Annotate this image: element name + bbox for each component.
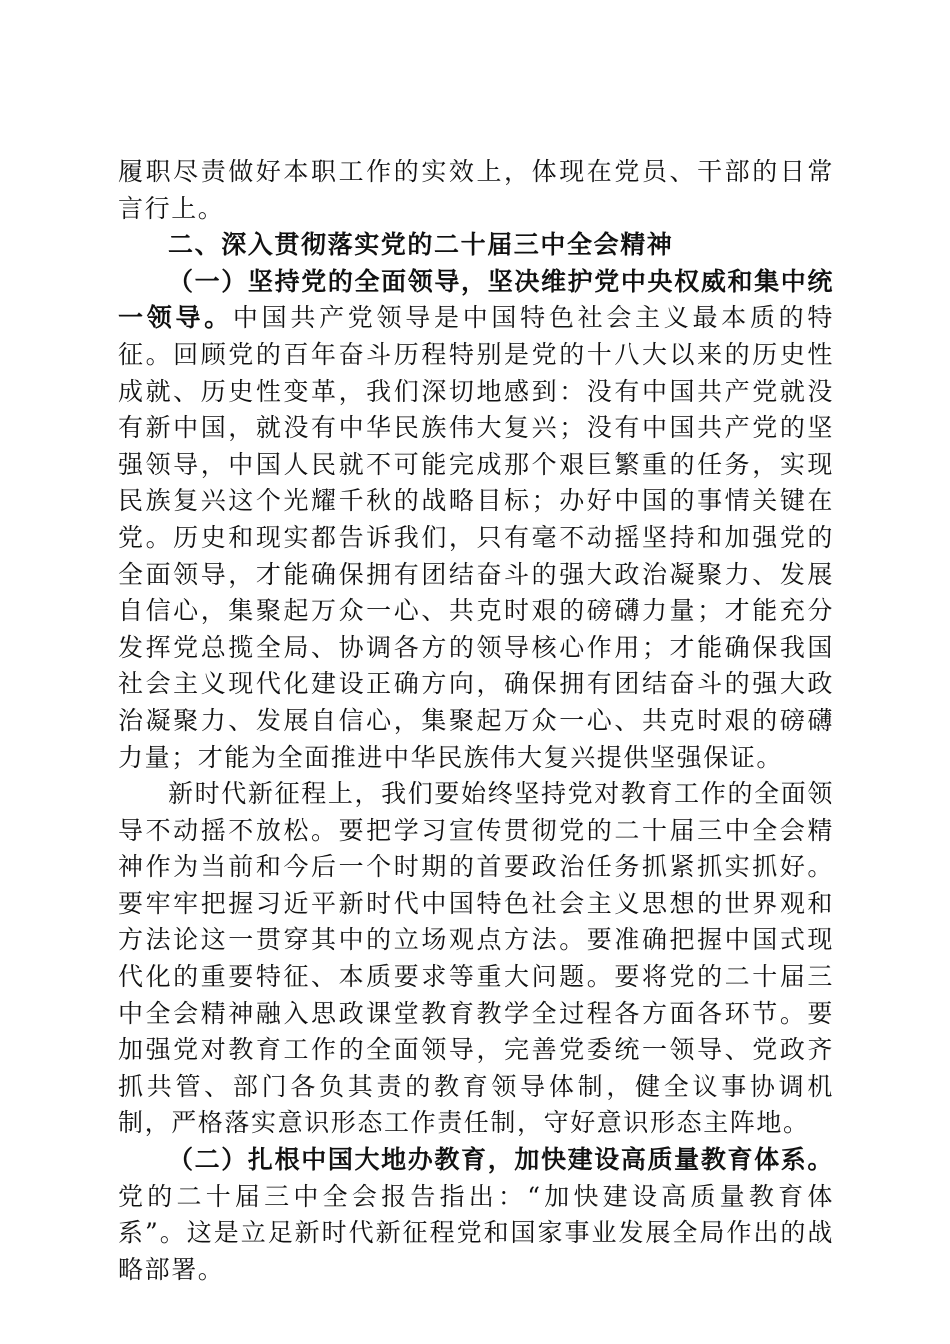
paragraph-continuation: 履职尽责做好本职工作的实效上，体现在党员、干部的日常言行上。 — [118, 157, 834, 223]
paragraph-leadership — [118, 264, 834, 776]
paragraph-leadership-body: 中国共产党领导是中国特色社会主义最本质的特征。回顾党的百年奋斗历程特别是党的十八大以来的历史性成就、历史性变革，我们深切地感到：没有中国共产党就没有新中国，就没有中华民族伟大复兴；没有中国共产党的坚强领导，中国人民就不可能完成那个艰巨繁重的任务，实现民族复兴这个光耀千秋的战略目标；办好中国的事情关键在党。历史和现实都告诉我们，只有毫不动摇坚持和加强党的全面领导，才能确保拥有团结奋斗的强大政治凝聚力、发展自信心，集聚起万众一心、共克时艰的磅礴力量；才能充分发挥党总揽全局、协调各方的领导核心作用；才能确保我国社会主义现代化建设正确方向，确保拥有团结奋斗的强大政治凝聚力、发展自信心，集聚起万众一心、共克时艰的磅礴力量；才能为全面推进中华民族伟大复兴提供坚强保证。 — [118, 303, 834, 772]
subheading-1: （一）坚持党的全面领导，坚决维护党中央权威和集中统一领导。 — [118, 266, 834, 333]
subheading-2: （二）扎根中国大地办教育，加快建设高质量教育体系。 — [168, 1145, 834, 1175]
paragraph-education — [118, 1142, 834, 1288]
paragraph-education-body: 党的二十届三中全会报告指出：“加快建设高质量教育体系”。这是立足新时代新征程党和国家事业发展全局作出的战略部署。 — [118, 1181, 834, 1284]
paragraph-new-era: 新时代新征程上，我们要始终坚持党对教育工作的全面领导不动摇不放松。要把学习宣传贯彻党的二十届三中全会精神作为当前和今后一个时期的首要政治任务抓紧抓实抓好。要牢牢把握习近平新时代中国特色社会主义思想的世界观和方法论这一贯穿其中的立场观点方法。要准确把握中国式现代化的重要特征、本质要求等重大问题。要将党的二十届三中全会精神融入思政课堂教育教学全过程各方面各环节。要加强党对教育工作的全面领导，完善党委统一领导、党政齐抓共管、部门各负其责的教育领导体制，健全议事协调机制，严格落实意识形态工作责任制，守好意识形态主阵地。 — [118, 779, 834, 1138]
document-page — [118, 154, 834, 1288]
section-heading-2: 二、深入贯彻落实党的二十届三中全会精神 — [168, 230, 674, 260]
